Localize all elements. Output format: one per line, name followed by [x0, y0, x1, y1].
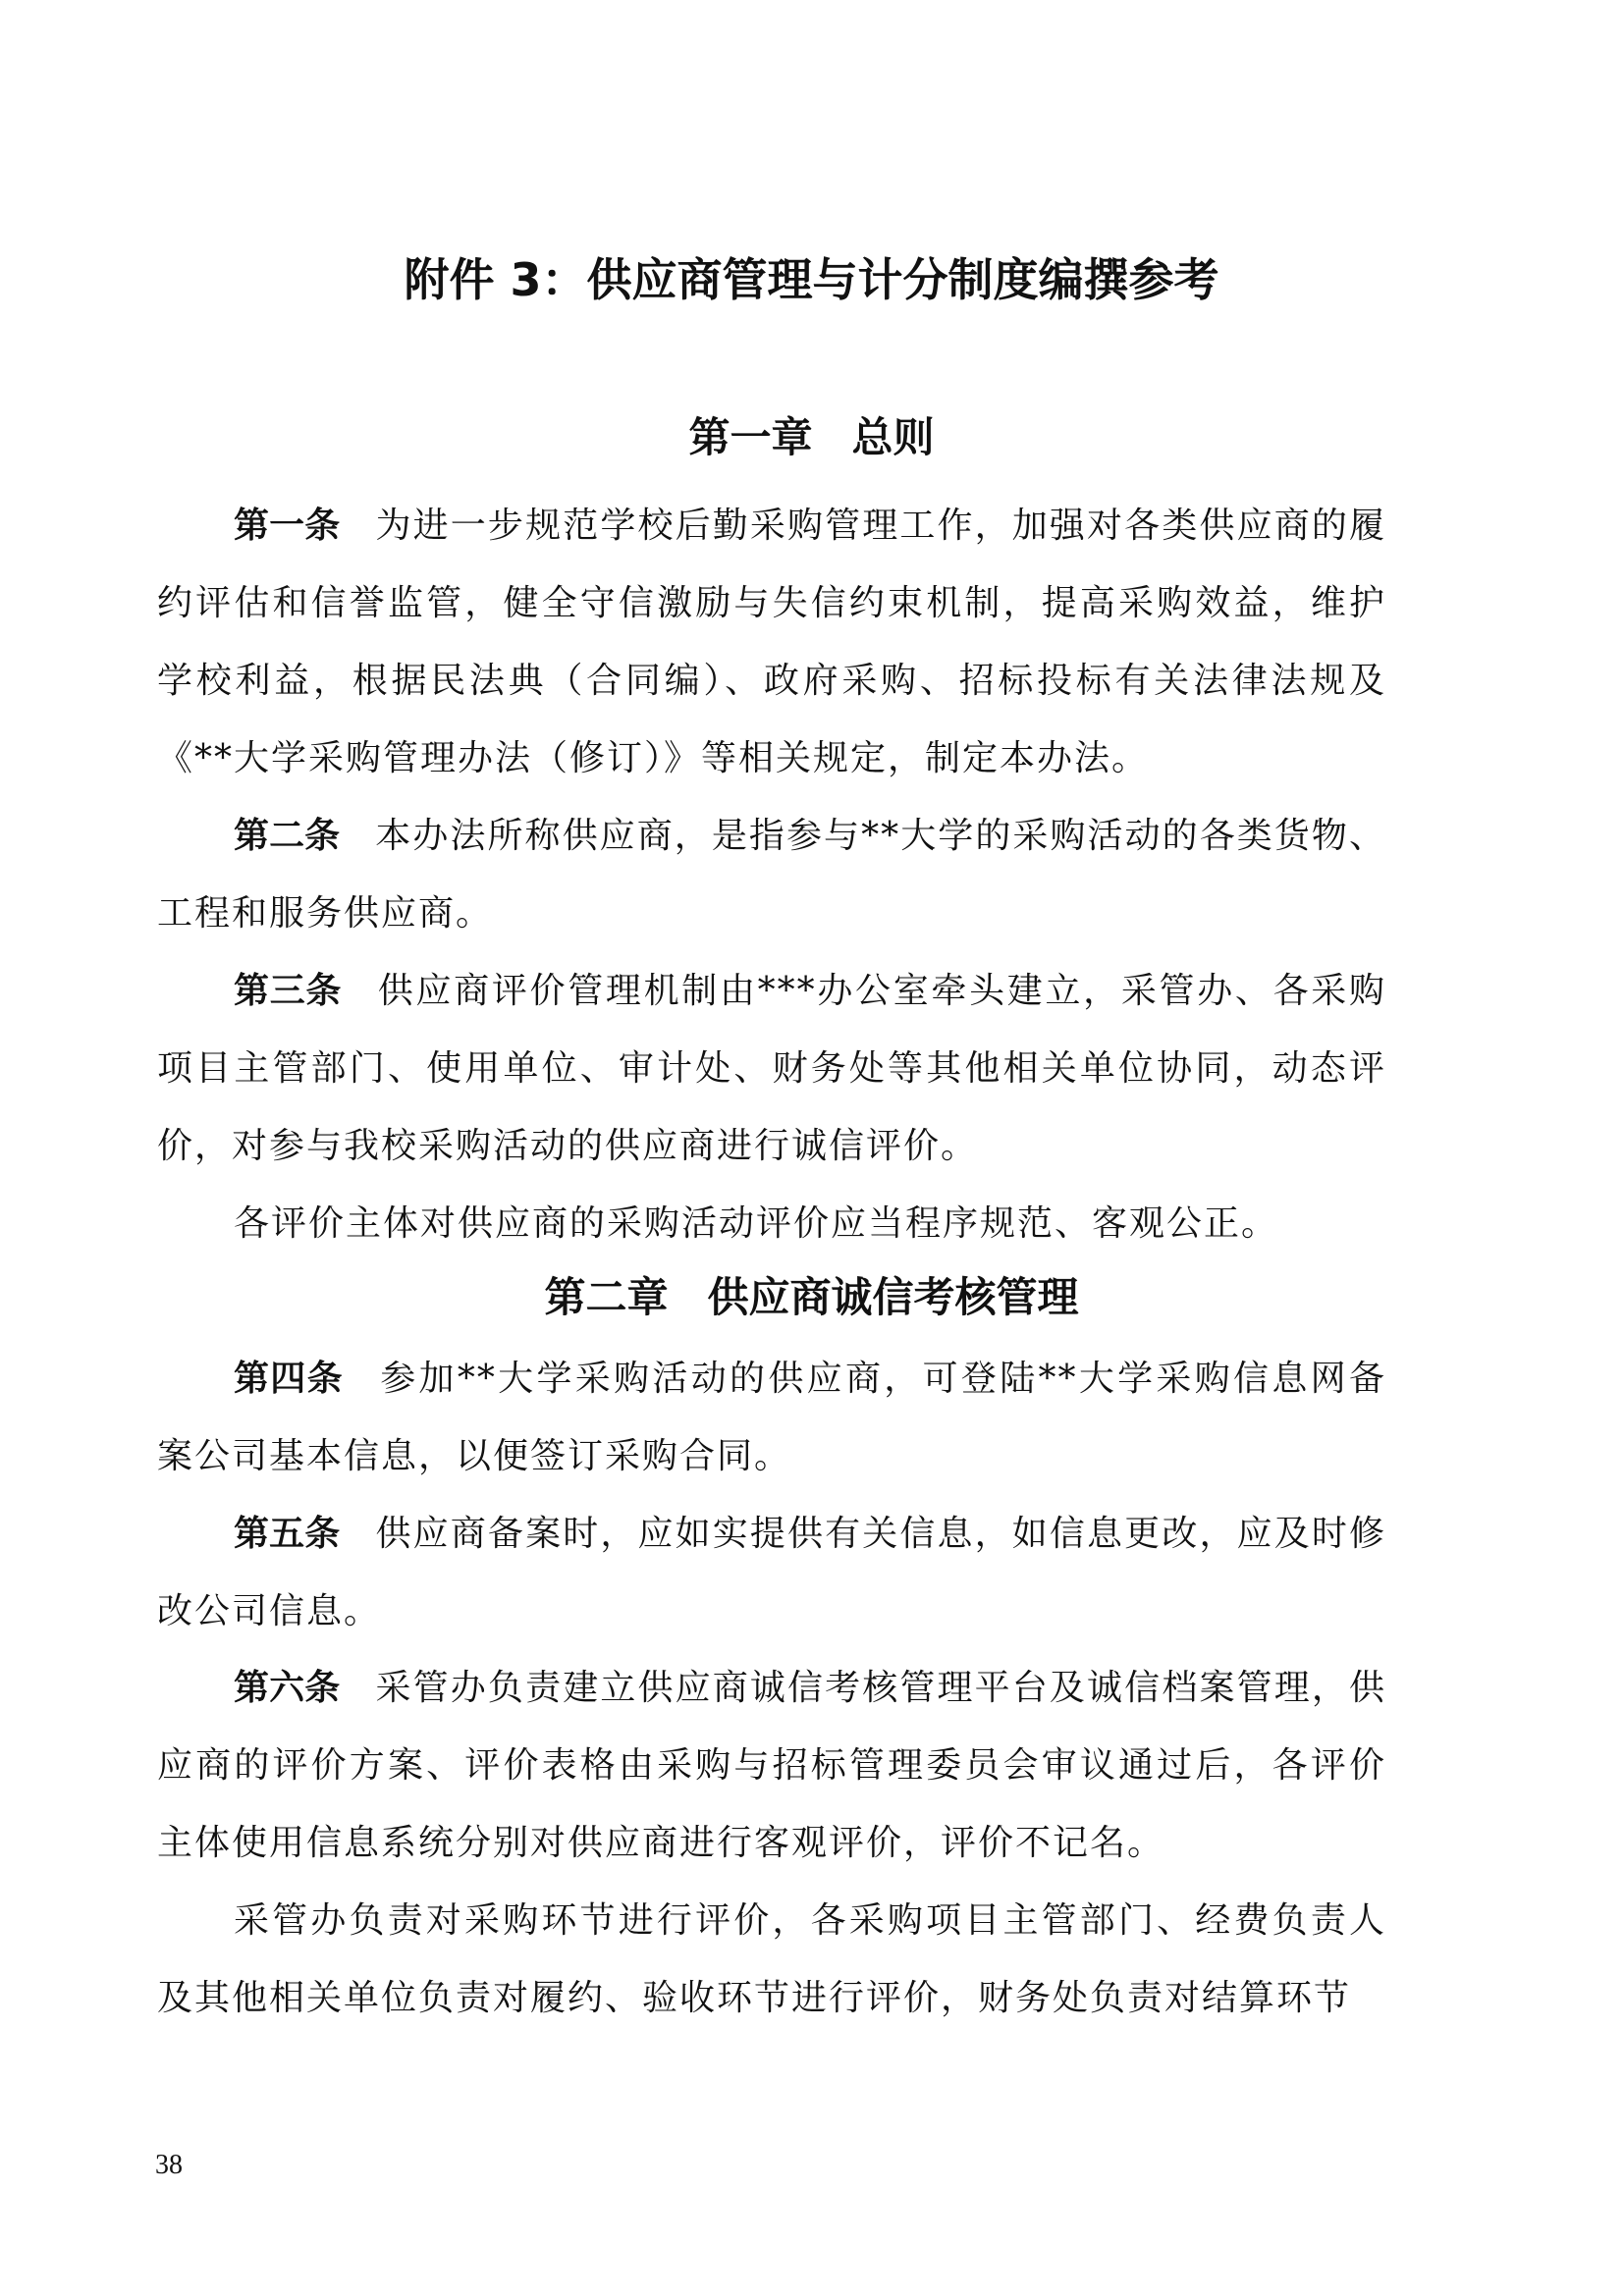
chapter-title: 总则: [851, 413, 935, 461]
article-4: [157, 1340, 1386, 1495]
article-text: 参加**大学采购活动的供应商，可登陆**大学采购信息网备案公司基本信息，以便签订采购合同。: [157, 1359, 1386, 1476]
article-text: 本办法所称供应商，是指参与**大学的采购活动的各类货物、工程和服务供应商。: [157, 816, 1386, 934]
article-label: 第五条: [234, 1514, 341, 1554]
article-label: 第六条: [234, 1668, 341, 1708]
article-label: 第二条: [234, 816, 341, 856]
article-3: [157, 952, 1386, 1185]
article-3-continuation: [157, 1185, 1386, 1262]
article-6-continuation: [157, 1882, 1386, 2037]
article-text: 为进一步规范学校后勤采购管理工作，加强对各类供应商的履约评估和信誉监管，健全守信激励与失信约束机制，提高采购效益，维护学校利益，根据民法典（合同编）、政府采购、招标投标有关法律法规及《**大学采购管理办法（修订）》等相关规定，制定本办法。: [157, 506, 1386, 778]
article-label: 第四条: [234, 1359, 344, 1399]
chapter-heading-1: [0, 410, 1623, 465]
article-label: 第三条: [234, 971, 343, 1011]
chapter-number: 第二章: [544, 1273, 669, 1321]
document-title: 附件 3：供应商管理与计分制度编撰参考: [404, 253, 1219, 306]
article-label: 第一条: [234, 506, 341, 546]
article-5: [157, 1495, 1386, 1650]
article-text: 采管办负责建立供应商诚信考核管理平台及诚信档案管理，供应商的评价方案、评价表格由采购与招标管理委员会审议通过后，各评价主体使用信息系统分别对供应商进行客观评价，评价不记名。: [157, 1668, 1386, 1863]
article-text: 供应商评价管理机制由***办公室牵头建立，采管办、各采购项目主管部门、使用单位、审计处、财务处等其他相关单位协同，动态评价，对参与我校采购活动的供应商进行诚信评价。: [157, 971, 1386, 1166]
article-text: 供应商备案时，应如实提供有关信息，如信息更改，应及时修改公司信息。: [157, 1514, 1386, 1631]
article-2: [157, 797, 1386, 952]
page-number: 38: [155, 2150, 183, 2180]
article-6: [157, 1649, 1386, 1882]
chapter-number: 第一章: [688, 413, 813, 461]
chapter-title: 供应商诚信考核管理: [707, 1273, 1079, 1321]
chapter-heading-2: [0, 1270, 1623, 1325]
article-text: 采管办负责对采购环节进行评价，各采购项目主管部门、经费负责人及其他相关单位负责对履约、验收环节进行评价，财务处负责对结算环节: [157, 1900, 1386, 2018]
article-1: [157, 487, 1386, 797]
article-text: 各评价主体对供应商的采购活动评价应当程序规范、客观公正。: [234, 1203, 1279, 1244]
